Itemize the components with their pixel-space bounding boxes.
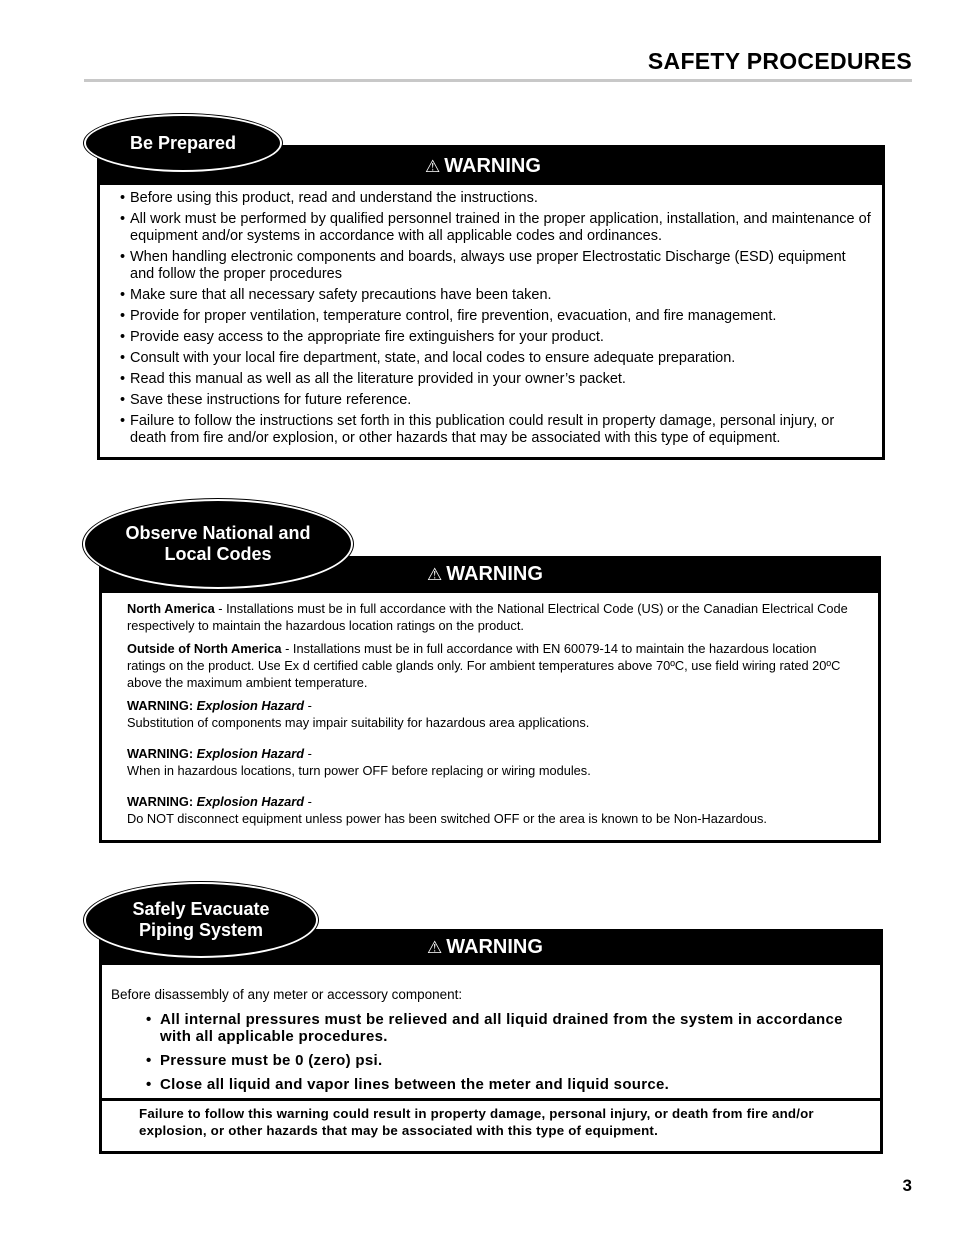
list-item: • Save these instructions for future reference. xyxy=(120,392,872,409)
evacuate-warning-box xyxy=(99,929,883,1154)
list-item: • Provide for proper ventilation, temperature control, fire prevention, evacuation, and fire management. xyxy=(120,308,872,325)
list-item: • When handling electronic components and boards, always use proper Electrostatic Discharge (ESD) equipment and follow the proper procedures xyxy=(120,249,872,283)
evacuate-tag: Safely Evacuate Piping System xyxy=(84,882,318,958)
evacuate-intro: Before disassembly of any meter or accessory component: xyxy=(111,987,463,1002)
list-item: • Before using this product, read and understand the instructions. xyxy=(120,190,872,207)
outside-north-america-paragraph: Outside of North America - Installations must be in full accordance with EN 60079-14 to maintain the hazardous location ratings on the product. Use Ex d certified cable glands only. For ambient temperatures above 70ºC, use field wiring rated 20ºC above the maximum ambient temperature. xyxy=(127,641,841,690)
be-prepared-warning-box xyxy=(97,145,885,460)
list-item: • Read this manual as well as all the literature provided in your owner’s packet. xyxy=(120,371,872,388)
explosion-hazard-warning: WARNING: Explosion Hazard - Do NOT disconnect equipment unless power has been switched OFF or the area is known to be Non-Hazardous. xyxy=(127,794,767,826)
north-america-paragraph: North America - Installations must be in full accordance with the National Electrical Code (US) or the Canadian Electrical Code respectively to maintain the hazardous location ratings on the product. xyxy=(127,601,848,633)
page-number: 3 xyxy=(902,1176,912,1195)
list-item: • All internal pressures must be relieved and all liquid drained from the system in accordance with all applicable procedures. xyxy=(146,1011,850,1045)
be-prepared-tag: Be Prepared xyxy=(84,114,282,172)
explosion-hazard-warning: WARNING: Explosion Hazard - Substitution of components may impair suitability for hazardous area applications. xyxy=(127,698,590,730)
list-item: • All work must be performed by qualified personnel trained in the proper application, installation, and maintenance of equipment and/or systems in accordance with all applicable codes and ordinances. xyxy=(120,211,872,245)
codes-content xyxy=(127,600,858,841)
list-item: • Failure to follow the instructions set forth in this publication could result in property damage, personal injury, or death from fire and/or explosion, or other hazards that may be associated with this type of equipment. xyxy=(120,413,872,447)
list-item: • Make sure that all necessary safety precautions have been taken. xyxy=(120,287,872,304)
list-item: • Close all liquid and vapor lines between the meter and liquid source. xyxy=(146,1076,850,1093)
explosion-hazard-warning: WARNING: Explosion Hazard - When in hazardous locations, turn power OFF before replacing or wiring modules. xyxy=(127,746,591,778)
warning-triangle-icon: ⚠ xyxy=(427,565,443,584)
codes-tag: Observe National and Local Codes xyxy=(83,499,353,589)
list-item: • Pressure must be 0 (zero) psi. xyxy=(146,1052,850,1069)
warning-title: WARNING xyxy=(444,155,541,177)
evacuate-list xyxy=(146,1011,850,1100)
codes-warning-box xyxy=(99,556,881,843)
be-prepared-list xyxy=(120,190,872,451)
list-item: • Consult with your local fire department, state, and local codes to ensure adequate preparation. xyxy=(120,350,872,367)
page-title: SAFETY PROCEDURES xyxy=(647,48,912,74)
evacuate-footer-warning: Failure to follow this warning could result in property damage, personal injury, or death from fire and/or explosion, or other hazards that may be associated with this type of equipment. xyxy=(139,1106,814,1138)
title-divider xyxy=(84,79,912,82)
warning-title: WARNING xyxy=(446,936,543,958)
list-item: • Provide easy access to the appropriate fire extinguishers for your product. xyxy=(120,329,872,346)
warning-triangle-icon: ⚠ xyxy=(427,938,443,957)
warning-triangle-icon: ⚠ xyxy=(425,157,441,176)
warning-title: WARNING xyxy=(446,563,543,585)
evacuate-content xyxy=(102,965,880,1101)
